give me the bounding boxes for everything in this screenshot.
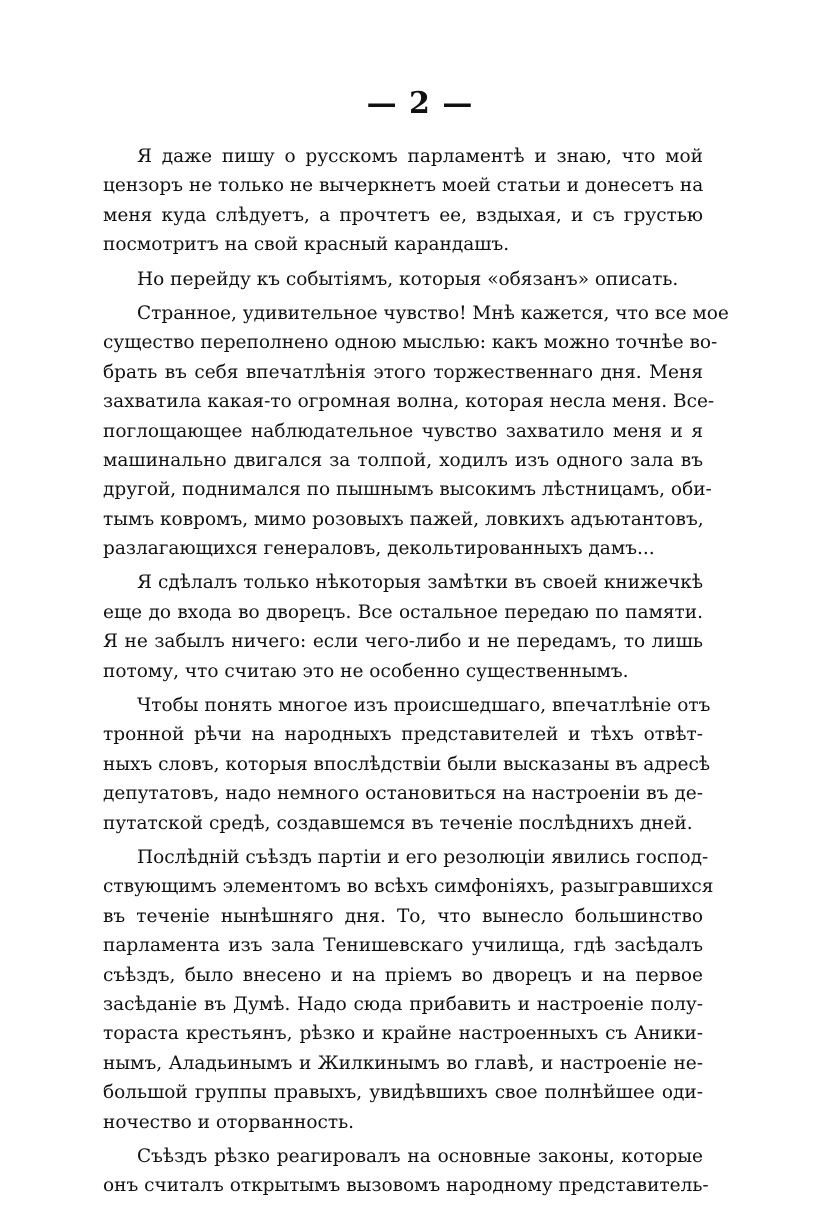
text-line: Я даже пишу о русскомъ парламентѣ и знаю, что мой bbox=[137, 146, 703, 167]
text-line: Я сдѣлалъ только нѣкоторыя замѣтки въ своей книжечкѣ bbox=[137, 572, 703, 594]
text-line: депутатовъ, надо немного остановиться на настроеніи въ де- bbox=[103, 783, 703, 805]
paragraph bbox=[103, 142, 703, 260]
paragraph bbox=[103, 299, 729, 564]
text-line: цензоръ не только не вычеркнетъ моей статьи и донесетъ на bbox=[103, 175, 704, 197]
text-line: Послѣдній съѣздъ партіи и его резолюціи явились господ- bbox=[137, 846, 709, 868]
text-line: потому, что считаю это не особенно существеннымъ. bbox=[103, 660, 629, 682]
text-line: засѣданіе въ Думѣ. Надо сюда прибавить и настроеніе полу- bbox=[103, 993, 703, 1015]
paragraph bbox=[103, 1142, 709, 1201]
text-line: тымъ ковромъ, мимо розовыхъ пажей, ловкихъ адъютантовъ, bbox=[103, 508, 704, 530]
text-line: брать въ себя впечатлѣнія этого торжественнаго дня. Меня bbox=[103, 361, 703, 383]
paragraph bbox=[103, 691, 711, 838]
text-line: меня куда слѣдуетъ, а прочтетъ ее, вздыхая, и съ грустью bbox=[103, 204, 703, 226]
text-line: тораста крестьянъ, рѣзко и крайне настроенныхъ съ Аники- bbox=[103, 1023, 703, 1045]
text-line: поглощающее наблюдательное чувство захватило меня и я bbox=[103, 420, 703, 442]
text-line: другой, поднимался по пышнымъ высокимъ лѣстницамъ, оби- bbox=[103, 479, 712, 501]
text-line: Но перейду къ событіямъ, которыя «обязанъ» описать. bbox=[137, 268, 679, 290]
text-line: ныхъ словъ, которыя впослѣдствіи были высказаны въ адресѣ bbox=[103, 753, 710, 775]
text-line: парламента изъ зала Тенишевскаго училища, гдѣ засѣдалъ bbox=[103, 935, 703, 957]
text-line: большой группы правыхъ, увидѣвшихъ свое полнѣйшее оди- bbox=[103, 1082, 703, 1104]
text-line: Съѣздъ рѣзко реагировалъ на основные законы, которые bbox=[137, 1145, 703, 1167]
paragraph bbox=[103, 265, 703, 294]
text-line: онъ считалъ открытымъ вызовомъ народному представитель- bbox=[103, 1175, 709, 1197]
text-line: Странное, удивительное чувство! Мнѣ кажется, что все мое bbox=[137, 302, 729, 324]
text-line: путатской средѣ, создавшемся въ теченіе послѣднихъ дней. bbox=[103, 812, 693, 834]
text-line: разлагающихся генераловъ, декольтированныхъ дамъ... bbox=[103, 538, 655, 560]
text-line: тронной рѣчи на народныхъ представителей и тѣхъ отвѣт- bbox=[103, 724, 703, 746]
text-line: посмотритъ на свой красный карандашъ. bbox=[103, 234, 510, 256]
text-line: ночество и оторванность. bbox=[103, 1111, 355, 1133]
text-line: ствующимъ элементомъ во всѣхъ симфоніяхъ, разыгравшихся bbox=[103, 876, 714, 898]
text-line: въ теченіе нынѣшняго дня. То, что вынесло большинство bbox=[103, 905, 703, 927]
text-line: захватила какая-то огромная волна, которая несла меня. Все- bbox=[103, 391, 715, 413]
text-line: нымъ, Аладьинымъ и Жилкинымъ во главѣ, и настроеніе не- bbox=[103, 1052, 703, 1074]
paragraph bbox=[103, 843, 714, 1137]
text-line: Чтобы понять многое изъ происшедшаго, впечатлѣніе отъ bbox=[137, 695, 711, 717]
text-line: машинально двигался за толпой, ходилъ изъ одного зала въ bbox=[103, 449, 703, 471]
body-text bbox=[103, 142, 729, 1206]
text-line: еще до входа во дворецъ. Все остальное передаю по памяти. bbox=[103, 601, 703, 623]
page-number: — 2 — bbox=[366, 86, 474, 121]
paragraph bbox=[103, 568, 703, 686]
text-line: Я не забылъ ничего: если чего-либо и не передамъ, то лишь bbox=[103, 631, 703, 653]
text-line: съѣздъ, было внесено и на пріемъ во дворецъ и на первое bbox=[103, 964, 703, 986]
text-line: существо переполнено одною мыслью: какъ можно точнѣе во- bbox=[103, 332, 718, 354]
